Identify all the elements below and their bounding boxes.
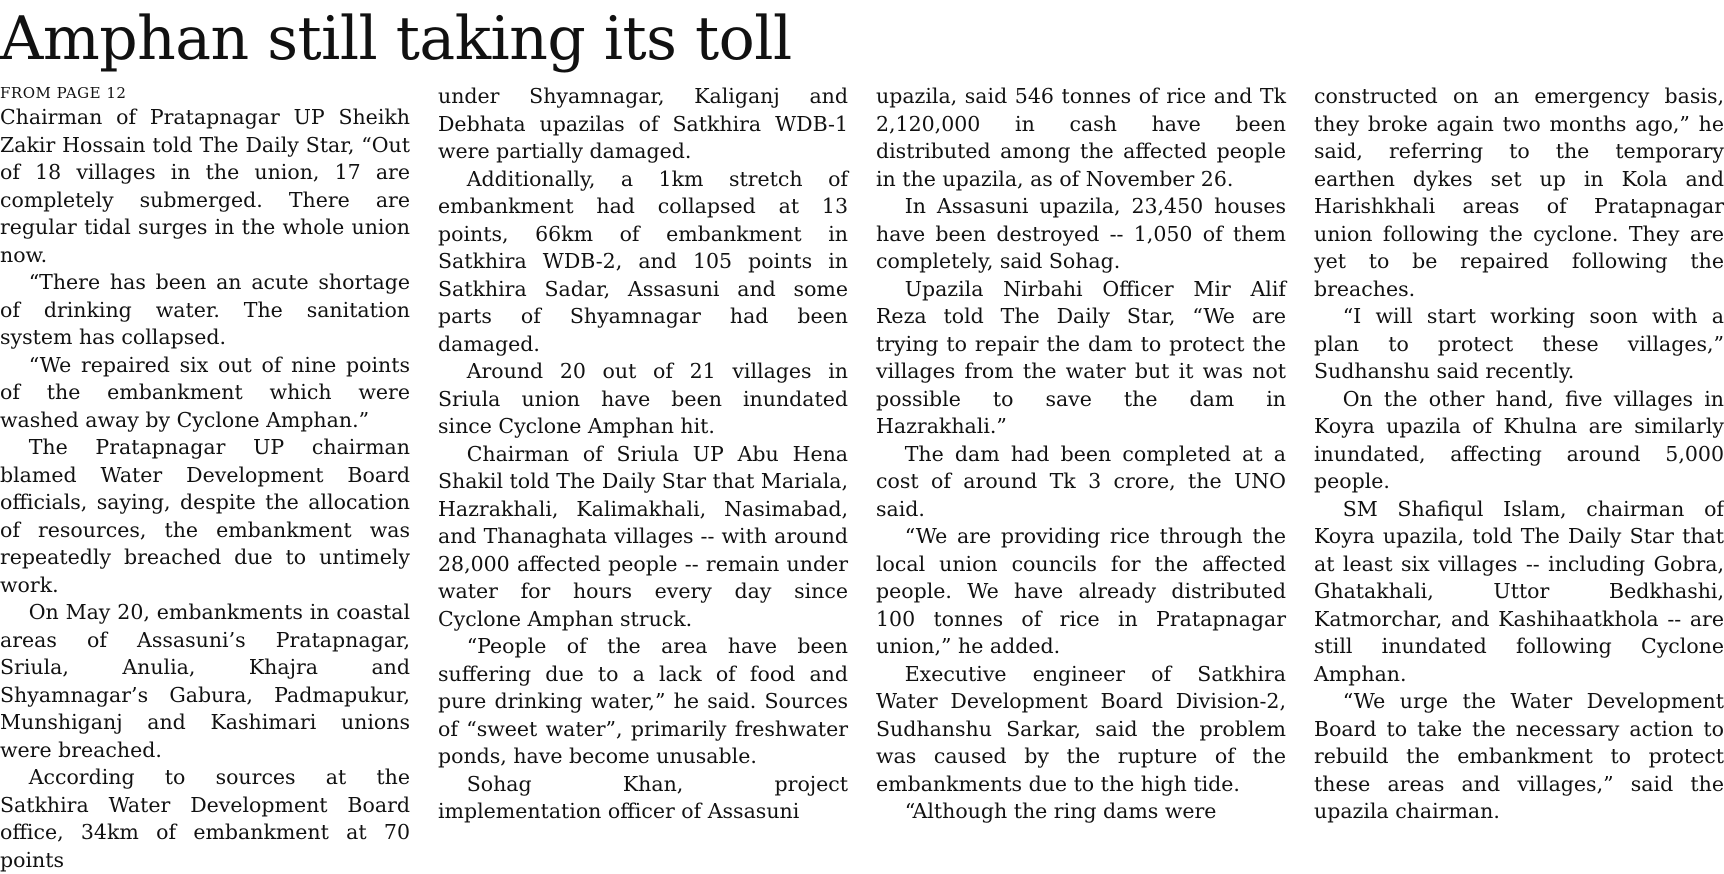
paragraph: On May 20, embankments in coastal areas of Assasuni’s Pratapnagar, Sriula, Anulia, Khajra and Shyamnagar’s Gabura, Padmapukur, Munshiganj and Kashimari unions were breached. xyxy=(0,600,410,762)
paragraph: Additionally, a 1km stretch of embankment had collapsed at 13 points, 66km of embankment in Satkhira WDB-2, and 105 points in Satkhira Sadar, Assasuni and some parts of Shyamnagar had been damaged. xyxy=(438,166,848,356)
paragraph: Executive engineer of Satkhira Water Development Board Division-2, Sudhanshu Sarkar, said the problem was caused by the rupture of the embankments due to the high tide. xyxy=(876,661,1286,796)
article-columns xyxy=(0,83,1724,874)
paragraph: “We are providing rice through the local union councils for the affected people. We have already distributed 100 tonnes of rice in Pratapnagar union,” he added. xyxy=(876,524,1286,658)
paragraph: “People of the area have been suffering due to a lack of food and pure drinking water,” he said. Sources of “sweet water”, primarily freshwater ponds, have become unusable. xyxy=(438,634,848,768)
paragraph: Upazila Nirbahi Officer Mir Alif Reza told The Daily Star, “We are trying to repair the dam to protect the villages from the water but it was not possible to save the dam in Hazrakhali.” xyxy=(876,276,1286,438)
column-1 xyxy=(0,83,410,874)
paragraph: under Shyamnagar, Kaliganj and Debhata upazilas of Satkhira WDB-1 were partially damaged. xyxy=(438,84,848,163)
headline: Amphan still taking its toll xyxy=(0,4,792,74)
paragraph: The dam had been completed at a cost of around Tk 3 crore, the UNO said. xyxy=(876,441,1286,521)
paragraph: Chairman of Sriula UP Abu Hena Shakil told The Daily Star that Mariala, Hazrakhali, Kalimakhali, Nasimabad, and Thanaghata villages -- with around 28,000 affected people -- remain under water for hours every day since Cyclone Amphan struck. xyxy=(438,441,849,631)
paragraph: “Although the ring dams were xyxy=(904,799,1217,823)
paragraph: In Assasuni upazila, 23,450 houses have been destroyed -- 1,050 of them completely, said Sohag. xyxy=(876,194,1286,273)
paragraph: “There has been an acute shortage of drinking water. The sanitation system has collapsed. xyxy=(0,270,410,349)
paragraph: “We repaired six out of nine points of the embankment which were washed away by Cyclone Amphan.” xyxy=(0,352,410,432)
paragraph: According to sources at the Satkhira Water Development Board office, 34km of embankment at 70 points xyxy=(0,765,410,872)
paragraph: On the other hand, five villages in Koyra upazila of Khulna are similarly inundated, affecting around 5,000 people. xyxy=(1314,386,1724,493)
paragraph: Sohag Khan, project implementation officer of Assasuni xyxy=(438,771,848,823)
paragraph: constructed on an emergency basis, they broke again two months ago,” he said, referring to the temporary earthen dykes set up in Kola and Harishkhali areas of Pratapnagar union following the cyclone. They are yet to be repaired following the breaches. xyxy=(1314,84,1724,301)
paragraph: Chairman of Pratapnagar UP Sheikh Zakir Hossain told The Daily Star, “Out of 18 villages in the union, 17 are completely submerged. There are regular tidal surges in the whole union now. xyxy=(0,105,410,267)
paragraph: upazila, said 546 tonnes of rice and Tk 2,120,000 in cash have been distributed among the affected people in the upazila, as of November 26. xyxy=(876,84,1286,191)
column-4 xyxy=(1314,83,1724,874)
paragraph: Around 20 out of 21 villages in Sriula union have been inundated since Cyclone Amphan hit. xyxy=(438,359,848,438)
paragraph: “I will start working soon with a plan to protect these villages,” Sudhanshu said recently. xyxy=(1314,304,1724,383)
continuation-kicker: FROM PAGE 12 xyxy=(0,84,127,102)
paragraph: SM Shafiqul Islam, chairman of Koyra upazila, told The Daily Star that at least six villages -- including Gobra, Ghatakhali, Uttor Bedkhashi, Katmorchar, and Kashihaatkhola -- are still inundated following Cyclone Amphan. xyxy=(1314,496,1724,686)
paragraph: The Pratapnagar UP chairman blamed Water Development Board officials, saying, despite the allocation of resources, the embankment was repeatedly breached due to untimely work. xyxy=(0,435,410,597)
column-3 xyxy=(876,83,1286,874)
column-2 xyxy=(438,83,848,874)
paragraph: “We urge the Water Development Board to take the necessary action to rebuild the embankment to protect these areas and villages,” said the upazila chairman. xyxy=(1314,689,1724,823)
